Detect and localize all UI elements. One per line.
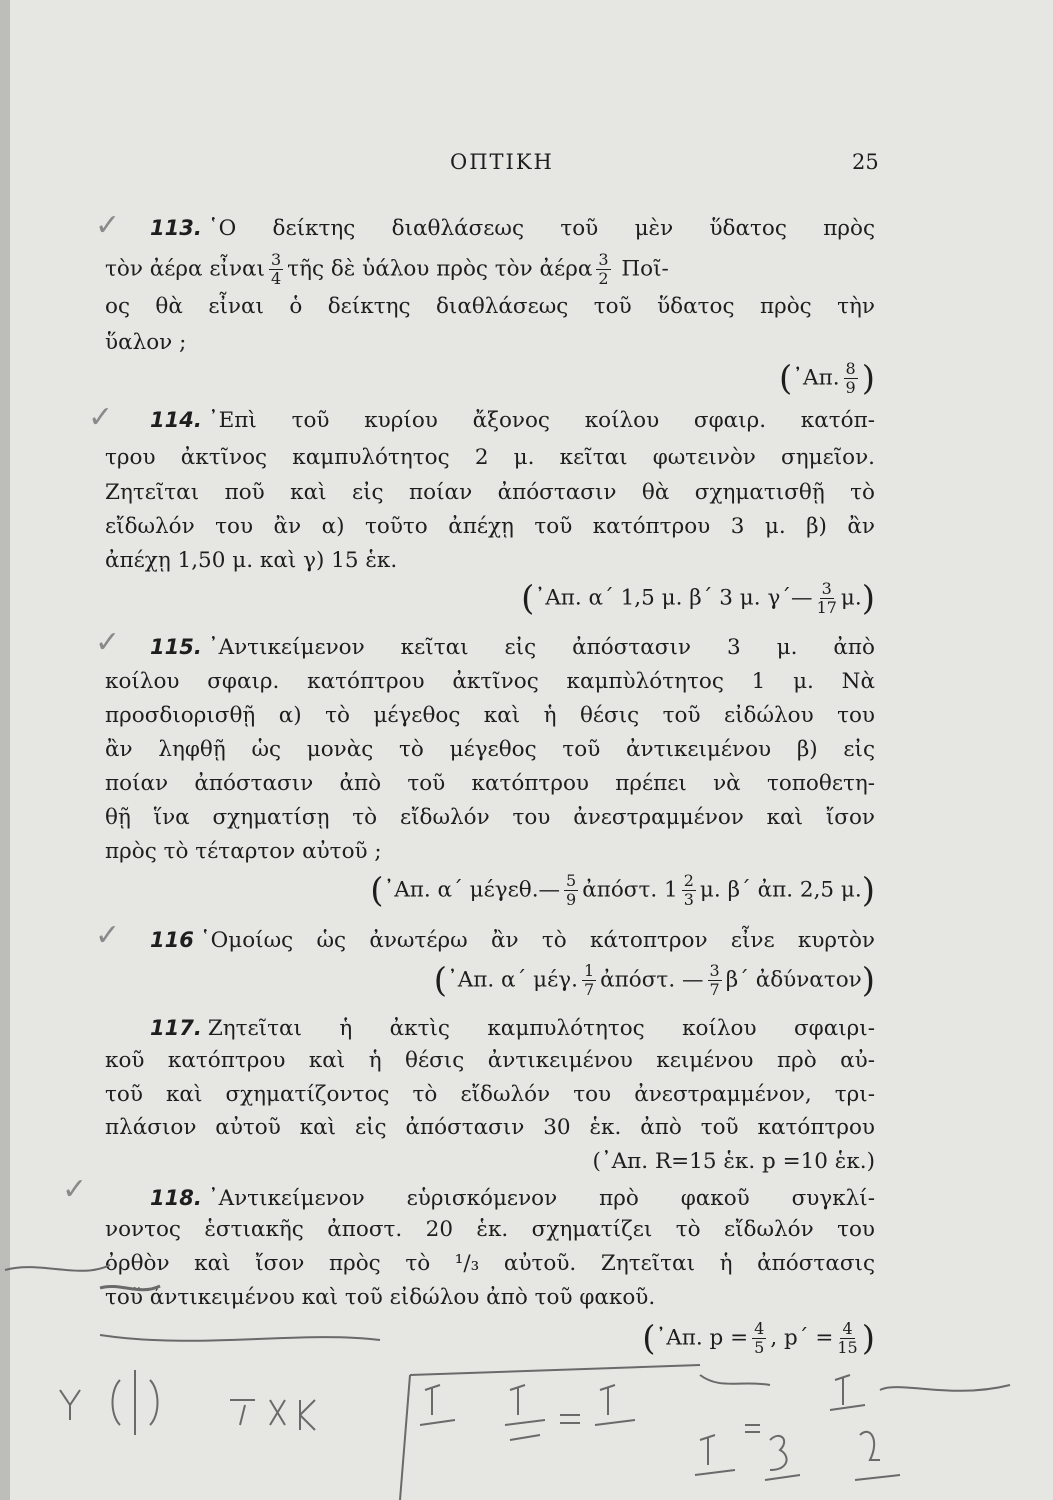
handwritten-notes-drawing [0,1240,1053,1500]
problem-115-line-6: θῇ ἵνα σχηματίσῃ τὸ εἴδωλόν του ἀνεστραμμένον καὶ ἴσον [105,805,875,830]
problem-114-line-1: 114. ᾽Επὶ τοῦ κυρίου ἄξονος κοίλου σφαιρ. κατόπ- [150,408,875,433]
problem-116-answer: (᾽Απ. α΄ μέγ. $\frac{1}{7}$ ἀπόστ. — $\frac{3}{7}$ β΄ ἀδύνατον) [433,960,875,1001]
problem-113-line-2: τὸν ἀέρα εἶναι $\frac{3}{4}$ τῆς δὲ ὑάλου πρὸς τὸν ἀέρα $\frac{3}{2}$ Ποῖ- [105,250,669,288]
problem-115-line-2: κοίλου σφαιρ. κατόπτρου ἀκτῖνος καμπὺλότητος 1 μ. Νὰ [105,669,875,694]
problem-115-line-1: 115. ᾽Αντικείμενον κεῖται εἰς ἀπόστασιν 3 μ. ἀπὸ [150,635,875,660]
pencil-check-mark: ✓ [62,1172,88,1207]
fraction-3-2: $\frac{3}{2}$ [598,250,609,288]
problem-113-answer: (᾽Απ. $\frac{8}{9}$ ) [779,358,875,399]
pencil-check-mark: ✓ [88,400,114,435]
problem-117-answer: (᾽Απ. R=15 ἑκ. p =10 ἑκ.) [592,1149,875,1174]
page-number: 25 [852,150,879,174]
problem-114-line-3: Ζητεῖται ποῦ καὶ εἰς ποίαν ἀπόστασιν θὰ σχηματισθῇ τὸ [105,480,875,505]
problem-114-answer: (᾽Απ. α΄ 1,5 μ. β΄ 3 μ. γ΄— $\frac{3}{17}$ μ.) [521,578,875,619]
problem-118-line-2: νοντος ἑστιακῆς ἀποστ. 20 ἑκ. σχηματίζει τὸ εἴδωλόν του [105,1217,875,1242]
problem-117-line-2: κοῦ κατόπτρου καὶ ἡ θέσις ἀντικειμένου κειμένου πρὸ αὐ- [105,1048,875,1073]
problem-117-line-1: 117. Ζητεῖται ἡ ἀκτὶς καμπυλότητος κοίλου σφαιρι- [150,1016,875,1041]
problem-115-line-3: προσδιορισθῇ α) τὸ μέγεθος καὶ ἡ θέσις τοῦ εἰδώλου του [105,703,875,728]
problem-117-line-4: πλάσιον αὐτοῦ καὶ εἰς ἀπόστασιν 30 ἑκ. ἀπὸ τοῦ κατόπτρου [105,1115,875,1140]
problem-113-number: 113. [150,216,202,240]
running-header-title: ΟΠΤΙΚΗ [450,150,554,174]
pencil-check-mark: ✓ [95,208,121,243]
problem-118-line-3: ὀρθὸν καὶ ἴσον πρὸς τὸ ¹/₃ αὐτοῦ. Ζητεῖται ἡ ἀπόστασις [105,1251,875,1276]
problem-118-answer: (᾽Απ. p = $\frac{4}{5}$ , p΄ = $\frac{4}{15}$ ) [642,1318,875,1359]
problem-115-number: 115. [150,635,202,659]
problem-114-number: 114. [150,408,202,432]
problem-115-line-4: ἂν ληφθῇ ὡς μονὰς τὸ μέγεθος τοῦ ἀντικειμένου β) εἰς [105,737,875,762]
problem-117-line-3: τοῦ καὶ σχηματίζοντος τὸ εἴδωλόν του ἀνεστραμμένον, τρι- [105,1082,875,1107]
problem-114-line-2: τρου ἀκτῖνος καμπυλότητος 2 μ. κεῖται φωτεινὸν σημεῖον. [105,445,875,470]
pencil-check-mark: ✓ [95,625,121,660]
problem-113-line-1: 113. ῾Ο δείκτης διαθλάσεως τοῦ μὲν ὕδατος πρὸς [150,216,875,241]
problem-118-number: 118. [150,1186,202,1210]
problem-114-line-5: ἀπέχῃ 1,50 μ. καὶ γ) 15 ἑκ. [105,548,398,573]
pencil-check-mark: ✓ [95,918,121,953]
problem-116-number: 116 [150,928,194,952]
problem-113-line-3: ος θὰ εἶναι ὁ δείκτης διαθλάσεως τοῦ ὕδατος πρὸς τὴν [105,294,875,319]
problem-115-line-7: πρὸς τὸ τέταρτον αὐτοῦ ; [105,839,382,864]
problem-115-answer: (᾽Απ. α΄ μέγεθ.— $\frac{5}{9}$ ἀπόστ. 1 $\frac{2}{3}$ μ. β΄ ἀπ. 2,5 μ.) [370,870,875,911]
fraction-3-4: $\frac{3}{4}$ [270,250,282,288]
problem-115-line-5: ποίαν ἀπόστασιν ἀπὸ τοῦ κατόπτρου πρέπει νὰ τοποθετη- [105,771,875,796]
problem-117-number: 117. [150,1016,202,1040]
problem-118-line-4: τοῦ ἀντικειμένου καὶ τοῦ εἰδώλου ἀπὸ τοῦ φακοῦ. [105,1285,656,1310]
problem-116-line-1: 116 ῾Ομοίως ὡς ἀνωτέρω ἂν τὸ κάτοπτρον εἶνε κυρτὸν [150,928,875,953]
problem-113-line-4: ὕαλον ; [105,330,187,355]
problem-114-line-4: εἴδωλόν του ἂν α) τοῦτο ἀπέχῃ τοῦ κατόπτρου 3 μ. β) ἂν [105,514,875,539]
problem-118-line-1: 118. ᾽Αντικείμενον εὑρισκόμενον πρὸ φακοῦ συγκλί- [150,1186,875,1211]
